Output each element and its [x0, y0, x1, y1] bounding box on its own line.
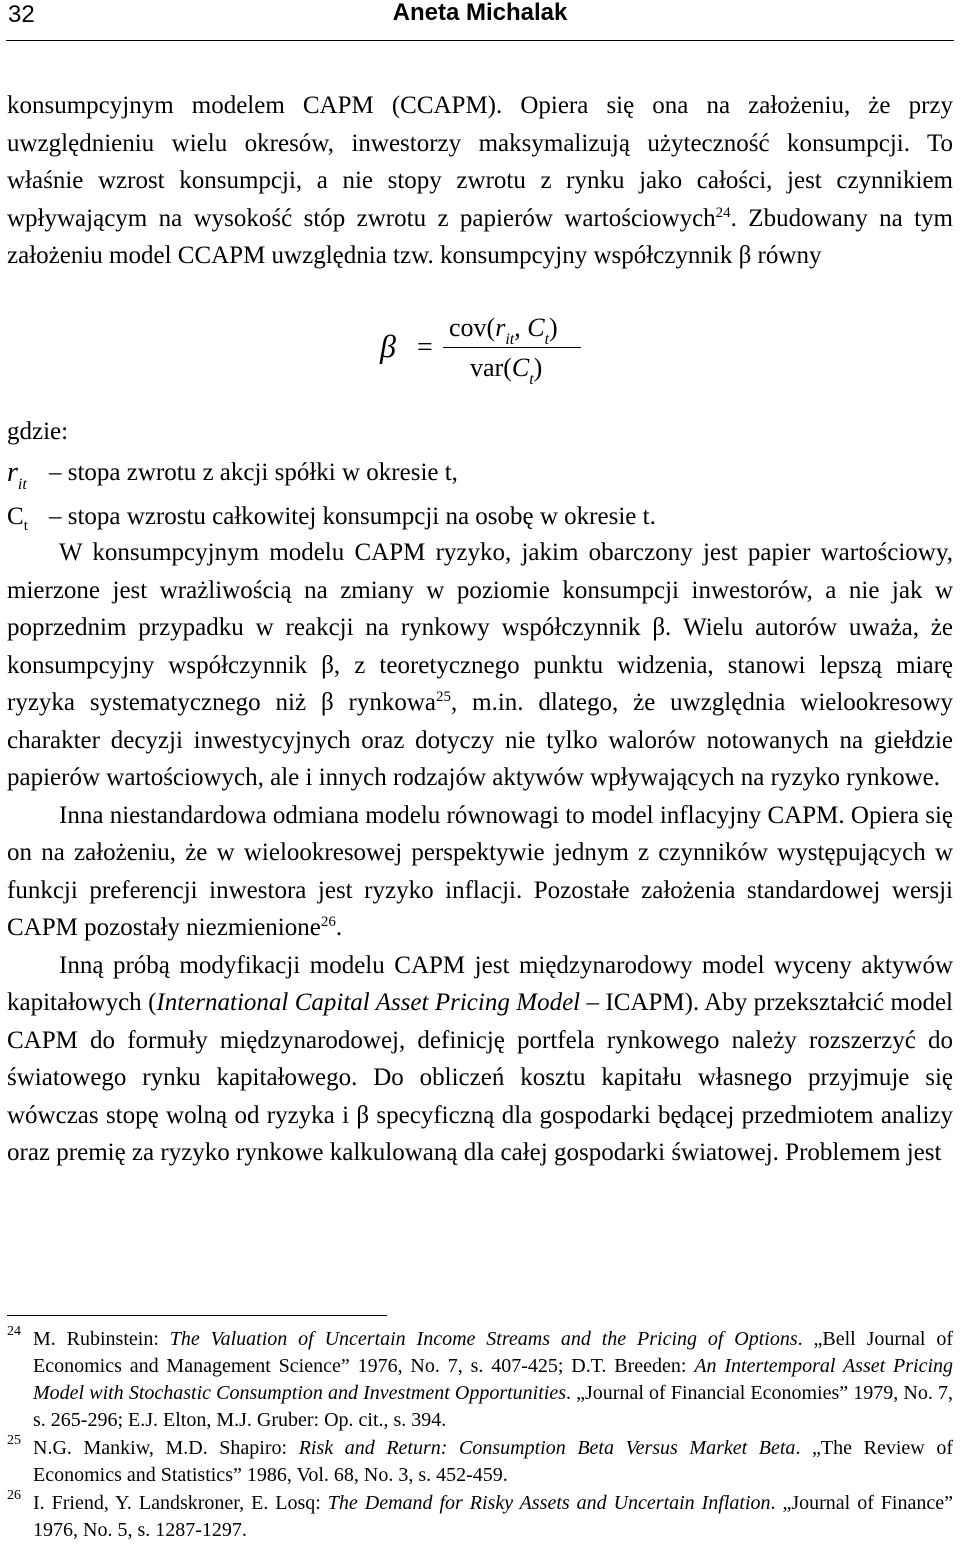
running-header — [6, 0, 954, 32]
formula-numerator — [449, 313, 558, 347]
paragraph-1 — [7, 87, 953, 275]
footnote-text: . „Bell Journal of Economics and Management Science” 1976, No. 7, s. 407-425; D.T. Breeden: — [33, 1328, 953, 1377]
denominator-close: ) — [533, 352, 543, 382]
footnote-text: . „Journal of Financial Economies” 1979, No. 7, s. 265-296; E.J. Elton, M.J. Gruber: Op. cit., s. 394. — [33, 1382, 953, 1431]
paragraph-1-text: konsumpcyjnym modelem CAPM (CCAPM). Opiera się ona na założeniu, że przy uwzględnieniu wielu okresów, inwestorzy maksymalizują użyteczność konsumpcji. To właśnie wzrost konsumpcji, a nie stopy zwrotu z rynku jako całości, jest czynnikiem wpływającym na wysokość stóp zwrotu z papierów wartościowych — [7, 92, 953, 232]
numerator-var-c: C — [527, 312, 545, 342]
footnote-title: The Demand for Risky Assets and Uncertain Inflation — [327, 1492, 771, 1514]
footnote-24 — [7, 1326, 953, 1434]
denominator-function: var( — [470, 352, 512, 382]
footnote-25 — [7, 1435, 953, 1489]
paragraph-3-tail: . — [335, 914, 343, 941]
definition-r-symbol — [7, 454, 27, 496]
formula-equals: = — [417, 331, 433, 363]
paragraph-4-text: Inną próbą modyfikacji modelu CAPM jest międzynarodowy model wyceny aktywów kapitałowych ( — [7, 951, 953, 1016]
footnote-text: . „The Review of Economics and Statistics” 1986, Vol. 68, No. 3, s. 452-459. — [33, 1437, 953, 1486]
footnote-text: I. Friend, Y. Landskroner, E. Losq: — [33, 1492, 328, 1514]
def-r-sub: it — [17, 476, 27, 493]
gdzie-label: gdzie: — [7, 417, 69, 445]
numerator-sub-it: it — [505, 330, 515, 348]
paragraph-3-text: Inna niestandardowa odmiana modelu równowagi to model inflacyjny CAPM. Opiera się on na założeniu, że w wielookresowej perspektywie jednym z czynników występujących w funkcji preferencji inwestora jest ryzyko inflacji. Pozostałe założenia standardowej wersji CAPM pozostały niezmienione — [7, 801, 953, 941]
numerator-var-r: r — [495, 312, 506, 342]
numerator-function: cov( — [449, 312, 496, 342]
footnote-ref-24: 24 — [715, 204, 731, 221]
def-r: r — [7, 457, 18, 488]
denominator-var-c: C — [511, 352, 530, 382]
footnote-26 — [7, 1490, 953, 1544]
numerator-close: ) — [549, 312, 558, 342]
paragraph-4-italic-term: International Capital Asset Pricing Model — [156, 989, 581, 1016]
paragraph-4-tail: – ICAPM). Aby przekształcić model CAPM do formuły międzynarodowej, definicję portfela rynkowego należy rozszerzyć do światowego rynku kapitałowego. Do obliczeń kosztu kapitału własnego przyjmuje się wówczas stopę wolną od ryzyka i β specyficzną dla gospodarki będącej przedmiotem analizy oraz premię za ryzyko rynkowe kalkulowaną dla całej gospodarki światowej. Problemem jest — [7, 989, 953, 1166]
footnote-title: Risk and Return: Consumption Beta Versus Market Beta — [298, 1437, 796, 1459]
main-text — [7, 87, 953, 1172]
page-number: 32 — [8, 1, 35, 28]
denominator-sub-t: t — [529, 370, 534, 388]
footnote-divider — [7, 1315, 387, 1316]
footnote-number: 26 — [7, 1488, 21, 1503]
paragraph-4 — [7, 947, 953, 1172]
paragraph-2-tail: , m.in. dlatego, że uwzględnia wielookresowy charakter decyzji inwestycyjnych oraz dotyczy nie tylko walorów notowanych na giełdzie papierów wartościowych, ale i innych rodzajów aktywów wpływających na ryzyko rynkowe. — [7, 689, 954, 791]
footnote-text: M. Rubinstein: — [33, 1328, 170, 1350]
footnote-number: 25 — [7, 1433, 21, 1448]
footnote-text: . „Journal of Finance” 1976, No. 5, s. 1287-1297. — [33, 1492, 954, 1541]
paragraph-2-text: W konsumpcyjnym modelu CAPM ryzyko, jakim obarczony jest papier wartościowy, mierzone jest wrażliwością na zmiany w poziomie konsumpcji inwestorów, a nie jak w poprzednim przypadku w reakcji na rynkowy współczynnik β. Wielu autorów uważa, że konsumpcyjny współczynnik β, z teoretycznego punktu widzenia, stanowi lepszą miarę ryzyka systematycznego niż β rynkowa — [7, 539, 953, 716]
definition-r-it — [7, 450, 953, 494]
numerator-separator: , — [514, 312, 528, 342]
definition-c-symbol — [7, 498, 28, 540]
beta-formula — [7, 275, 953, 413]
def-c-sub: t — [23, 518, 28, 534]
footnotes — [7, 1326, 953, 1545]
paragraph-1-tail: . Zbudowany na tym założeniu model CCAPM uwzględnia tzw. konsumpcyjny współczynnik β równy — [7, 204, 953, 269]
footnote-ref-25: 25 — [436, 689, 452, 705]
paragraph-2 — [7, 534, 953, 797]
paragraph-3 — [7, 797, 953, 947]
footnote-text: N.G. Mankiw, M.D. Shapiro: — [33, 1437, 299, 1459]
formula-denominator — [470, 353, 542, 387]
footnote-title: An Intertemporal Asset Pricing Model with Stochastic Consumption and Investment Opportunities — [33, 1355, 953, 1404]
numerator-sub-t: t — [544, 330, 550, 348]
footnote-ref-26: 26 — [320, 914, 336, 930]
footnote-title: The Valuation of Uncertain Income Streams and the Pricing of Options — [169, 1328, 798, 1350]
definition-r-text: – stopa zwrotu z akcji spółki w okresie t, — [49, 459, 458, 486]
fraction-bar — [443, 347, 581, 348]
def-c: C — [7, 503, 24, 530]
definition-c-t — [7, 494, 953, 534]
footnote-number: 24 — [7, 1324, 21, 1339]
header-author: Aneta Michalak — [392, 0, 568, 26]
header-divider — [6, 40, 954, 41]
formula-beta-symbol: β — [380, 327, 396, 364]
definition-c-text: – stopa wzrostu całkowitej konsumpcji na osobę w okresie t. — [49, 503, 656, 530]
